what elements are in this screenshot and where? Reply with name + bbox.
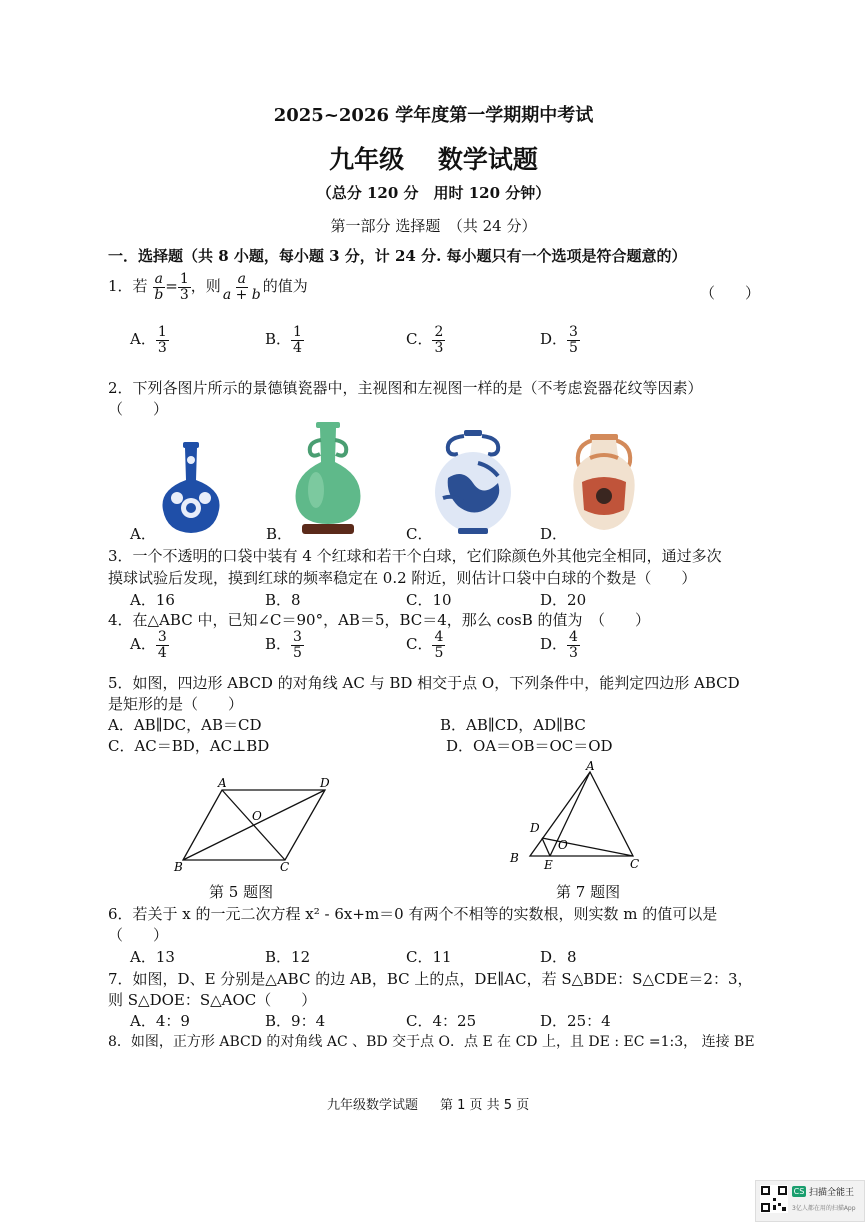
section1-title: 一．选择题（共 8 小题，每小题 3 分，计 24 分. 每小题只有一个选项是符合题意的） [108, 247, 687, 265]
q2-label-a: A． [130, 525, 156, 543]
q3-option-d: D．20 [540, 591, 587, 609]
watermark-subtitle: 3亿人都在用的扫描App [792, 1205, 856, 1212]
question-3-line1: 3．一个不透明的口袋中装有 4 个红球和若干个白球，它们除颜色外其他完全相同，通过多次 [108, 547, 722, 565]
vase-d-image [568, 432, 640, 536]
q2-label-b: B． [266, 525, 293, 543]
figure-7-triangle [508, 758, 648, 873]
question-6-line1: 6．若关于 x 的一元二次方程 x² - 6x+m＝0 有两个不相等的实数根，则实数 m 的值可以是 [108, 905, 718, 923]
question-5-line1: 5．如图，四边形 ABCD 的对角线 AC 与 BD 相交于点 O，下列条件中，能判定四边形 ABCD [108, 674, 740, 692]
fig7-label-b: B [510, 851, 519, 865]
question-1: 1．若 $\frac{a}{b}$ = $\frac{1}{3}$ ，则 $\frac{a}{a + b}$ 的值为 [108, 271, 308, 303]
footer-page: 第 1 页 共 5 页 [440, 1098, 530, 1113]
q1-fraction-target: $\frac{a}{a + b}$ [222, 271, 261, 303]
q2-label-d: D． [540, 525, 568, 543]
fig5-label-a: A [218, 776, 227, 790]
q4-option-a: A． $\frac{3}{4}$ [130, 629, 167, 661]
question-8-line1: 8．如图，正方形 ABCD 的对角线 AC 、BD 交于点 O．点 E 在 CD 上，且 DE : EC =1:3， 连接 BE [108, 1034, 755, 1050]
q1-option-d: D． $\frac{3}{5}$ [540, 324, 578, 356]
q3-option-a: A．16 [130, 591, 175, 609]
camscanner-logo-icon: CS [793, 1187, 805, 1196]
q1-prefix: 1．若 [108, 277, 148, 296]
question-2-line1: 2．下列各图片所示的景德镇瓷器中，主视图和左视图一样的是（不考虑瓷器花纹等因素） [108, 379, 703, 397]
fig7-label-c: C [630, 857, 640, 871]
q4-option-c: C． $\frac{4}{5}$ [406, 629, 444, 661]
footer-subject: 九年级数学试题 [327, 1098, 419, 1113]
question-4: 4．在△ABC 中，已知∠C＝90°，AB＝5，BC＝4，那么 cosB 的值为 （ ） [108, 611, 651, 629]
vase-c-image [428, 428, 518, 536]
part1-title: 第一部分 选择题 （共 24 分） [330, 217, 537, 235]
fig5-label-b: B [174, 860, 183, 874]
grade-subject-title: 九年级 数学试题 [329, 145, 538, 174]
exam-title: 2025~2026 学年度第一学期期中考试 [273, 105, 594, 126]
q7-option-a: A．4：9 [130, 1012, 190, 1030]
figure-5-parallelogram [170, 775, 340, 875]
watermark-app-name: 扫描全能王 [809, 1188, 855, 1198]
q7-option-b: B．9：4 [265, 1012, 326, 1030]
q1-option-b: B． $\frac{1}{4}$ [265, 324, 302, 356]
fig7-label-d: D [530, 821, 540, 835]
q2-label-c: C． [406, 525, 433, 543]
fig5-label-d: D [320, 776, 330, 790]
q6-option-b: B．12 [265, 948, 311, 966]
q1-fraction-1-3: $\frac{1}{3}$ [179, 271, 189, 303]
q6-option-a: A．13 [130, 948, 175, 966]
q1-option-c: C． $\frac{2}{3}$ [406, 324, 444, 356]
q1-option-a: A． $\frac{1}{3}$ [130, 324, 167, 356]
q4-option-d: D． $\frac{4}{3}$ [540, 629, 578, 661]
question-2-line2: （ ） [108, 400, 169, 418]
q1-fraction-a-b: $\frac{a}{b}$ [154, 271, 164, 303]
q6-option-c: C．11 [406, 948, 452, 966]
figure-7-caption: 第 7 题图 [556, 883, 621, 901]
question-6-line2: （ ） [108, 926, 169, 944]
question-7-line1: 7．如图，D、E 分别是△ABC 的边 AB，BC 上的点，DE∥AC，若 S△BDE：S△CDE＝2：3， [108, 970, 753, 988]
q7-option-d: D．25：4 [540, 1012, 611, 1030]
q7-option-c: C．4：25 [406, 1012, 477, 1030]
qr-code-icon [760, 1185, 788, 1213]
scanner-watermark [755, 1180, 865, 1222]
q5-option-a: A．AB∥DC，AB＝CD [108, 716, 262, 734]
fig7-label-e: E [544, 858, 553, 872]
fig5-label-c: C [280, 860, 290, 874]
q4-option-b: B． $\frac{3}{5}$ [265, 629, 302, 661]
q5-option-b: B．AB∥CD，AD∥BC [440, 716, 586, 734]
fig7-label-o: O [558, 838, 568, 852]
fig7-label-a: A [586, 759, 595, 773]
q5-option-c: C．AC＝BD，AC⊥BD [108, 737, 270, 755]
q6-option-d: D．8 [540, 948, 577, 966]
q1-answer-bracket: （ ） [700, 284, 761, 302]
vase-b-image [288, 420, 368, 538]
q5-option-d: D．OA＝OB＝OC＝OD [446, 737, 613, 755]
figure-5-caption: 第 5 题图 [209, 883, 274, 901]
question-3-line2: 摸球试验后发现，摸到红球的频率稳定在 0.2 附近，则估计口袋中白球的个数是（ ） [108, 569, 697, 587]
q3-option-c: C．10 [406, 591, 452, 609]
fig5-label-o: O [252, 809, 262, 823]
question-5-line2: 是矩形的是（ ） [108, 695, 244, 713]
q3-option-b: B．8 [265, 591, 301, 609]
question-7-line2: 则 S△DOE：S△AOC（ ） [108, 991, 317, 1009]
vase-a-image [155, 440, 227, 535]
score-time: （总分 120 分 用时 120 分钟） [316, 184, 551, 202]
